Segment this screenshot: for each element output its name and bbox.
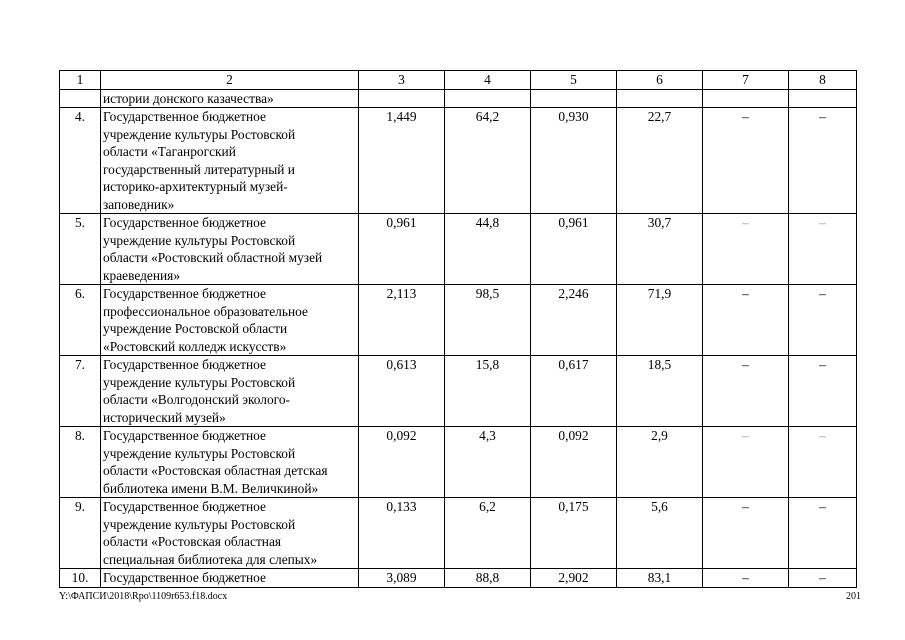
institution-name-line: учреждение культуры Ростовской — [103, 374, 296, 390]
column-header: 2 — [101, 71, 359, 90]
value-cell-col8: – — [789, 498, 857, 569]
column-header: 1 — [60, 71, 101, 90]
value-cell-col7 — [703, 89, 789, 108]
institution-name-line: области «Ростовская областная — [103, 534, 282, 549]
institution-name-line: «Ростовский колледж искусств» — [103, 338, 287, 354]
institution-name — [101, 569, 359, 588]
value-cell-col7: – — [703, 214, 789, 285]
institution-name-line: Государственное бюджетное — [103, 570, 266, 585]
value-cell-col5: 0,930 — [531, 108, 617, 214]
value-cell-col8: – — [789, 285, 857, 356]
row-number: 9. — [60, 498, 101, 569]
value-cell-col6: 30,7 — [617, 214, 703, 285]
value-cell-col5: 0,092 — [531, 427, 617, 498]
institution-name-line: историко-архитектурный музей- — [103, 179, 288, 194]
row-number: 10. — [60, 569, 101, 588]
value-cell-col4: 4,3 — [445, 427, 531, 498]
value-cell-col4: 88,8 — [445, 569, 531, 588]
institution-name-line: учреждение Ростовской области — [103, 321, 288, 336]
column-header: 6 — [617, 71, 703, 90]
column-header: 8 — [789, 71, 857, 90]
value-cell-col3: 0,613 — [359, 356, 445, 427]
value-cell-col8: – — [789, 214, 857, 285]
value-cell-col5: 2,246 — [531, 285, 617, 356]
value-cell-col6: 18,5 — [617, 356, 703, 427]
value-cell-col6: 2,9 — [617, 427, 703, 498]
value-cell-col4: 15,8 — [445, 356, 531, 427]
institution-name — [101, 498, 359, 569]
institution-name-line: специальная библиотека для слепых» — [103, 551, 318, 567]
data-table — [59, 70, 857, 588]
value-cell-col3: 0,961 — [359, 214, 445, 285]
row-number: 7. — [60, 356, 101, 427]
value-cell-col7: – — [703, 498, 789, 569]
value-cell-col8 — [789, 89, 857, 108]
institution-name-line: области «Таганрогский — [103, 144, 236, 159]
value-cell-col3: 0,133 — [359, 498, 445, 569]
value-cell-col5: 0,617 — [531, 356, 617, 427]
institution-name — [101, 89, 359, 108]
institution-name — [101, 427, 359, 498]
row-number: 6. — [60, 285, 101, 356]
column-header: 4 — [445, 71, 531, 90]
institution-name-line: учреждение культуры Ростовской — [103, 445, 296, 461]
value-cell-col4 — [445, 89, 531, 108]
table-row — [60, 498, 857, 569]
institution-name — [101, 108, 359, 214]
institution-name-line: краеведения» — [103, 267, 181, 283]
institution-name — [101, 285, 359, 356]
institution-name-line: Государственное бюджетное — [103, 109, 266, 124]
value-cell-col5: 0,175 — [531, 498, 617, 569]
institution-name-line: библиотека имени В.М. Величкиной» — [103, 480, 319, 496]
column-header: 7 — [703, 71, 789, 90]
row-number — [60, 89, 101, 108]
value-cell-col3: 1,449 — [359, 108, 445, 214]
row-number: 5. — [60, 214, 101, 285]
value-cell-col8: – — [789, 427, 857, 498]
value-cell-col7: – — [703, 356, 789, 427]
institution-name-line: учреждение культуры Ростовской — [103, 126, 296, 142]
institution-name-line: истории донского казачества» — [103, 90, 274, 106]
value-cell-col3: 3,089 — [359, 569, 445, 588]
table-row — [60, 214, 857, 285]
table-row — [60, 427, 857, 498]
value-cell-col5 — [531, 89, 617, 108]
value-cell-col6: 5,6 — [617, 498, 703, 569]
institution-name-line: Государственное бюджетное — [103, 357, 266, 372]
row-number: 4. — [60, 108, 101, 214]
value-cell-col5: 0,961 — [531, 214, 617, 285]
column-header: 5 — [531, 71, 617, 90]
institution-name — [101, 356, 359, 427]
value-cell-col8: – — [789, 569, 857, 588]
institution-name-line: Государственное бюджетное — [103, 428, 266, 443]
institution-name — [101, 214, 359, 285]
table-row — [60, 569, 857, 588]
institution-name-line: области «Ростовская областная детская — [103, 463, 328, 478]
value-cell-col6 — [617, 89, 703, 108]
file-path: Y:\ФАПСИ\2018\Rpo\1109r653.f18.docx — [59, 591, 228, 602]
row-number: 8. — [60, 427, 101, 498]
page-number: 201 — [846, 591, 861, 602]
value-cell-col7: – — [703, 569, 789, 588]
institution-name-line: учреждение культуры Ростовской — [103, 232, 296, 248]
table-row — [60, 356, 857, 427]
value-cell-col8: – — [789, 356, 857, 427]
institution-name-line: исторический музей» — [103, 409, 226, 425]
institution-name-line: профессиональное образовательное — [103, 303, 308, 319]
value-cell-col3: 2,113 — [359, 285, 445, 356]
value-cell-col6: 71,9 — [617, 285, 703, 356]
table-row — [60, 108, 857, 214]
value-cell-col7: – — [703, 427, 789, 498]
value-cell-col4: 98,5 — [445, 285, 531, 356]
value-cell-col4: 44,8 — [445, 214, 531, 285]
institution-name-line: государственный литературный и — [103, 161, 295, 177]
value-cell-col4: 64,2 — [445, 108, 531, 214]
value-cell-col3: 0,092 — [359, 427, 445, 498]
value-cell-col3 — [359, 89, 445, 108]
column-header: 3 — [359, 71, 445, 90]
value-cell-col7: – — [703, 285, 789, 356]
table-row — [60, 89, 857, 108]
table-header-row — [60, 71, 857, 90]
institution-name-line: учреждение культуры Ростовской — [103, 516, 296, 532]
value-cell-col7: – — [703, 108, 789, 214]
value-cell-col6: 22,7 — [617, 108, 703, 214]
value-cell-col8: – — [789, 108, 857, 214]
value-cell-col5: 2,902 — [531, 569, 617, 588]
institution-name-line: Государственное бюджетное — [103, 215, 266, 230]
value-cell-col4: 6,2 — [445, 498, 531, 569]
institution-name-line: Государственное бюджетное — [103, 286, 266, 301]
institution-name-line: Государственное бюджетное — [103, 499, 266, 514]
institution-name-line: области «Ростовский областной музей — [103, 250, 323, 265]
value-cell-col6: 83,1 — [617, 569, 703, 588]
institution-name-line: области «Волгодонский эколого- — [103, 392, 290, 407]
table-row — [60, 285, 857, 356]
institution-name-line: заповедник» — [103, 196, 175, 212]
